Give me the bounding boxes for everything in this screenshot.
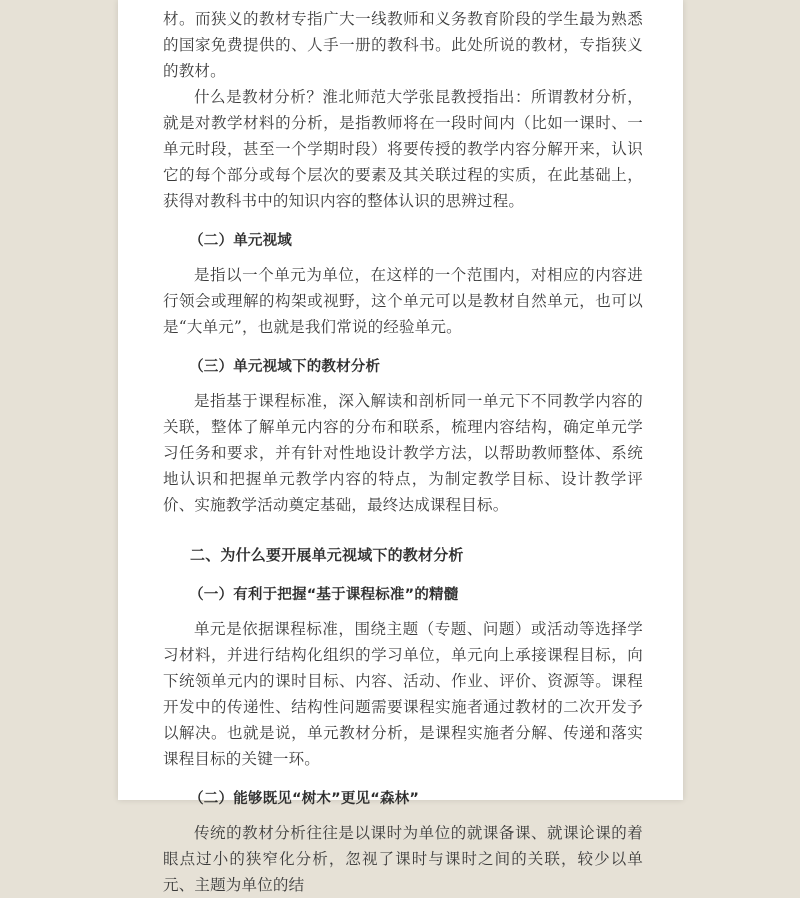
paragraph-unit-view-material-analysis: 是指基于课程标准，深入解读和剖析同一单元下不同教学内容的关联，整体了解单元内容的分布和联系，梳理内容结构，确定单元学习任务和要求，并有针对性地设计教学方法，以帮助教师整体、系统地认识和把握单元教学内容的特点，为制定教学目标、设计教学评价、实施教学活动奠定基础，最终达成课程目标。 <box>163 392 643 514</box>
paragraph-curriculum-standard: 单元是依据课程标准，围绕主题（专题、问题）或活动等选择学习材料，并进行结构化组织的学习单位，单元向上承接课程目标，向下统领单元内的课时目标、内容、活动、作业、评价、资源等。课程开发中的传递性、结构性问题需要课程实施者通过教材的二次开发予以解决。也就是说，单元教材分析，是课程实施者分解、传递和落实课程目标的关键一环。 <box>163 620 643 768</box>
document-body <box>163 6 643 898</box>
heading-sub-one: （一）有利于把握“基于课程标准”的精髓 <box>189 587 459 603</box>
heading-unit-view-material-analysis: （三）单元视域下的教材分析 <box>189 359 381 375</box>
paragraph-material-analysis-definition: 什么是教材分析？淮北师范大学张昆教授指出：所谓教材分析，就是对教学材料的分析，是指教师将在一段时间内（比如一课时、一单元时段，甚至一个学期时段）将要传授的教学内容分解开来，认识它的每个部分或每个层次的要素及其关联过程的实质，在此基础上，获得对教科书中的知识内容的整体认识的思辨过程。 <box>163 88 643 210</box>
document-page <box>118 0 683 894</box>
heading-sub-two: （二）能够既见“树木”更见“森林” <box>189 791 420 807</box>
heading-section-two: 二、为什么要开展单元视域下的教材分析 <box>190 546 464 564</box>
paragraph-continued: 材。而狭义的教材专指广大一线教师和义务教育阶段的学生最为熟悉的国家免费提供的、人手一册的教科书。此处所说的教材，专指狭义的教材。 <box>163 10 643 80</box>
heading-unit-view: （二）单元视域 <box>189 233 292 249</box>
paragraph-traditional-analysis: 传统的教材分析往往是以课时为单位的就课备课、就课论课的着眼点过小的狭窄化分析，忽视了课时与课时之间的关联，较少以单元、主题为单位的结 <box>163 824 643 894</box>
paragraph-unit-view: 是指以一个单元为单位，在这样的一个范围内，对相应的内容进行领会或理解的构架或视野，这个单元可以是教材自然单元，也可以是“大单元”，也就是我们常说的经验单元。 <box>163 266 643 336</box>
